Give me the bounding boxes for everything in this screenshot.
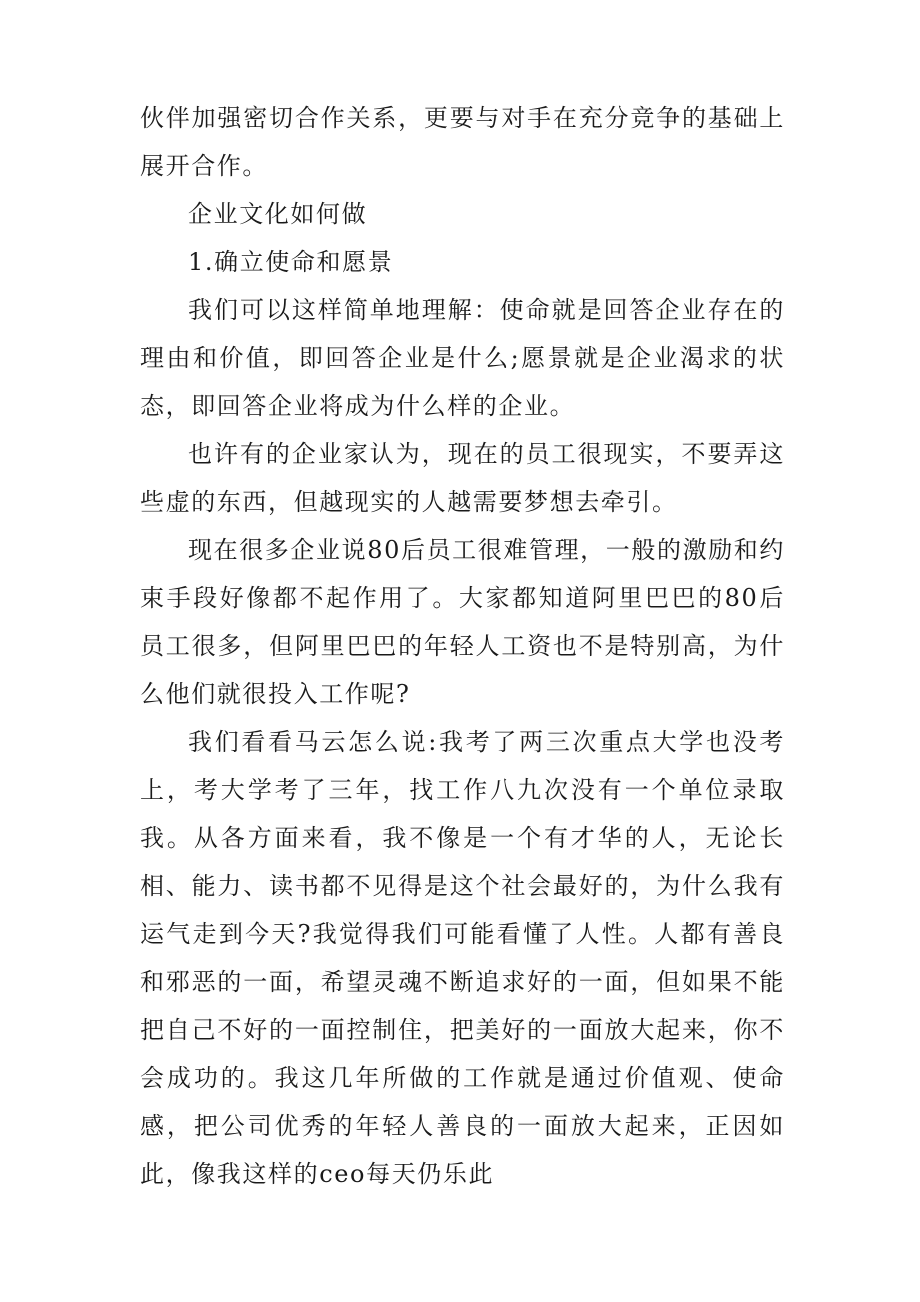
paragraph-continuation: 伙伴加强密切合作关系，更要与对手在充分竞争的基础上展开合作。 (140, 104, 785, 180)
paragraph-post80-employees: 现在很多企业说80后员工很难管理，一般的激励和约束手段好像都不起作用了。大家都知道阿里巴巴的80后员工很多，但阿里巴巴的年轻人工资也不是特别高，为什么他们就很投入工作呢? (140, 536, 785, 708)
paragraph-realistic-employees: 也许有的企业家认为，现在的员工很现实，不要弄这些虚的东西，但越现实的人越需要梦想去牵引。 (140, 440, 785, 516)
document-body (140, 94, 785, 1198)
section-heading: 企业文化如何做 (188, 200, 368, 228)
paragraph-jack-ma-quote: 我们看看马云怎么说:我考了两三次重点大学也没考上，考大学考了三年，找工作八九次没有一个单位录取我。从各方面来看，我不像是一个有才华的人，无论长相、能力、读书都不见得是这个社会最好的，为什么我有运气走到今天?我觉得我们可能看懂了人性。人都有善良和邪恶的一面，希望灵魂不断追求好的一面，但如果不能把自己不好的一面控制住，把美好的一面放大起来，你不会成功的。我这几年所做的工作就是通过价值观、使命感，把公司优秀的年轻人善良的一面放大起来，正因如此，像我这样的ceo每天仍乐此 (140, 728, 785, 1188)
paragraph-mission-vision: 我们可以这样简单地理解：使命就是回答企业存在的理由和价值，即回答企业是什么;愿景就是企业渴求的状态，即回答企业将成为什么样的企业。 (140, 296, 785, 420)
subsection-heading: 1.确立使命和愿景 (188, 248, 394, 276)
